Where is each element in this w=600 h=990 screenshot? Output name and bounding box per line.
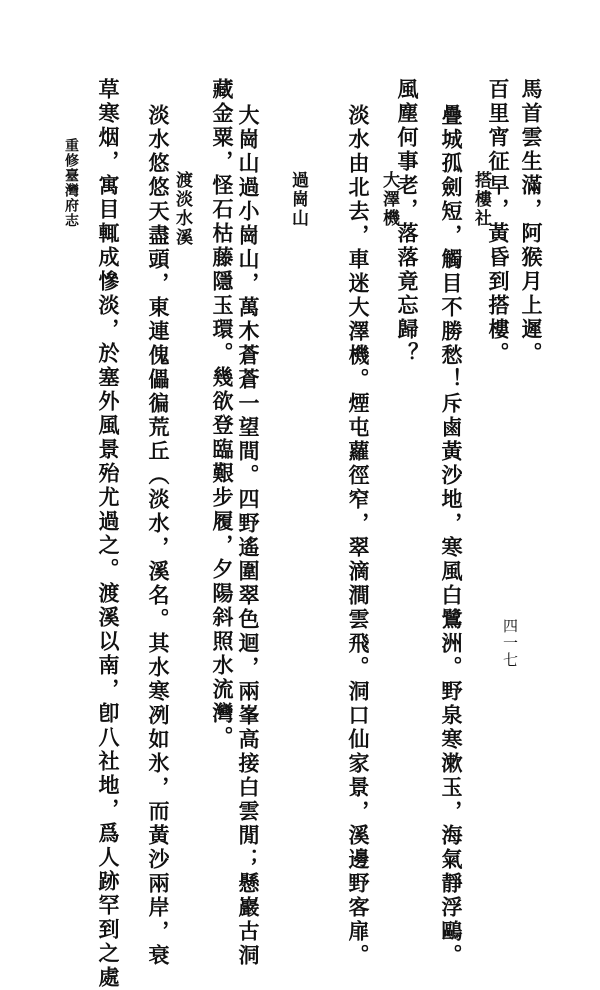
poem-line: 大崗山過小崗山，萬木蒼蒼一望間。四野遙圍翠色迴，兩峯高接白雲閒；懸巖古洞 (236, 104, 261, 968)
poem-title: 過崗山 (288, 171, 308, 228)
poem-title: 大澤機 (379, 171, 399, 228)
poem-line: 藏金粟，怪石枯藤隱玉環。幾欲登臨艱步履，夕陽斜照水流灣。 (210, 78, 235, 750)
poem-line: 草寒烟，寓目輒成慘淡，於塞外風景殆尤過之。渡溪以南，卽八社地，爲人跡罕到之處 (96, 78, 121, 990)
poem-line: 淡水由北去，車迷大澤機。煙屯蘿徑窄，翠滴澗雲飛。洞口仙家景，溪邊野客扉。 (346, 104, 371, 968)
poem-line: 淡水悠悠天盡頭，東連傀儡徧荒丘（淡水，溪名。其水寒冽如氷，而黃沙兩岸，衰 (146, 104, 171, 968)
running-header: 重修臺灣府志 (63, 138, 79, 228)
poem-title: 渡淡水溪 (172, 171, 192, 247)
poem-title: 搭樓社 (471, 171, 491, 228)
poem-line: 百里宵征早，黃昏到搭樓。 (486, 78, 511, 366)
poem-line: 疊城孤劍短，觸目不勝愁！斥鹵黃沙地，寒風白鷺洲。野泉寒漱玉，海氣靜浮鷗。 (439, 104, 464, 968)
poem-line: 風塵何事老，落落竟忘歸？ (395, 78, 420, 366)
poem-line: 馬首雲生滿，阿猴月上遲。 (519, 78, 544, 366)
page-number: 四一七 (501, 618, 519, 669)
